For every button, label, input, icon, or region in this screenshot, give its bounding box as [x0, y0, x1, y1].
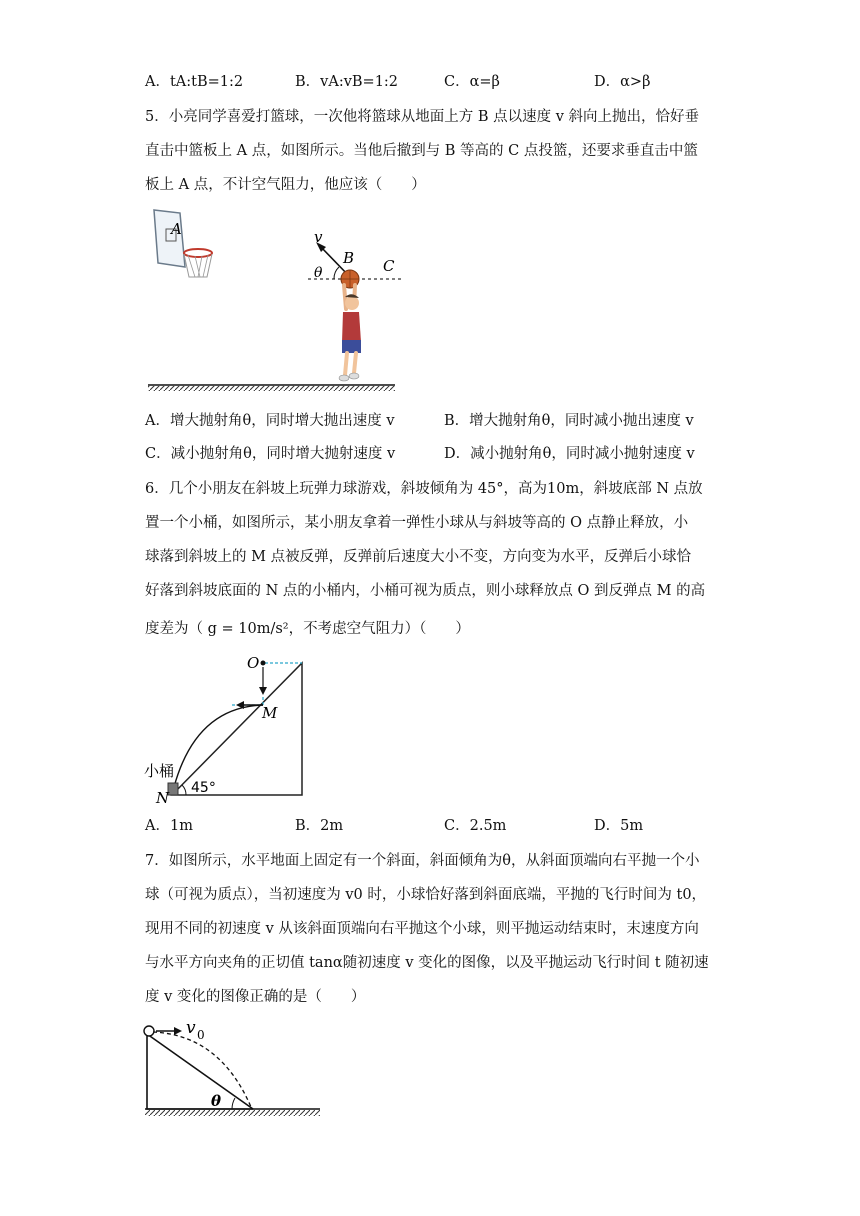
slope-triangle	[172, 663, 302, 795]
q6-slope-figure	[140, 655, 320, 805]
q4-option-c[interactable]: C．α=β	[444, 74, 500, 90]
q4-option-d[interactable]: D．α>β	[594, 74, 651, 90]
theta-arc	[232, 1098, 235, 1109]
q6-option-b[interactable]: B．2m	[295, 818, 344, 834]
angle-arc	[182, 785, 186, 795]
q6-stem-line: 球落到斜坡上的 M 点被反弹，反弹前后速度大小不变，方向变为水平，反弹后小球恰	[145, 549, 692, 565]
q7-incline-figure	[140, 1020, 330, 1125]
ground-hatch	[148, 386, 395, 391]
q5-option-a[interactable]: A．增大抛射角θ，同时增大抛出速度 v	[145, 413, 395, 429]
player-figure	[339, 285, 361, 381]
q5-option-d[interactable]: D．减小抛射角θ，同时减小抛射速度 v	[444, 446, 695, 462]
q7-stem-line: 度 v 变化的图像正确的是（ ）	[145, 989, 366, 1005]
q7-stem-line: 球（可视为质点），当初速度为 v0 时，小球恰好落到斜面底端，平抛的飞行时间为 t0，	[145, 887, 707, 903]
backboard	[154, 210, 185, 267]
label-bucket: 小桶	[144, 762, 175, 780]
trajectory-dashed	[153, 1032, 251, 1107]
q5-option-b[interactable]: B．增大抛射角θ，同时减小抛出速度 v	[444, 413, 694, 429]
label-m: M	[262, 704, 278, 722]
q4-option-a[interactable]: A．tA:tB=1:2	[145, 74, 244, 90]
q6-option-d[interactable]: D．5m	[594, 818, 644, 834]
trajectory-curve	[174, 705, 263, 787]
label-angle: 45°	[191, 780, 216, 796]
point-o	[261, 661, 266, 666]
label-theta: θ	[211, 1092, 222, 1110]
label-theta: θ	[314, 265, 323, 281]
ground-hatch	[145, 1110, 320, 1116]
label-b: B	[343, 249, 355, 267]
q6-stem-line: 6．几个小朋友在斜坡上玩弹力球游戏，斜坡倾角为 45°，高为10m，斜坡底部 N 点放	[145, 481, 703, 497]
q6-stem-line: 度差为（ g = 10m/s²，不考虑空气阻力）（ ）	[145, 621, 470, 637]
q6-option-c[interactable]: C．2.5m	[444, 818, 507, 834]
q5-stem-line: 板上 A 点，不计空气阻力，他应该（ ）	[145, 177, 426, 193]
q5-option-c[interactable]: C．减小抛射角θ，同时增大抛射速度 v	[145, 446, 396, 462]
q7-stem-line: 7．如图所示，水平地面上固定有一个斜面，斜面倾角为θ，从斜面顶端向右平抛一个小	[145, 853, 700, 869]
bucket	[168, 783, 178, 795]
q6-stem-line: 好落到斜坡底面的 N 点的小桶内，小桶可视为质点，则小球释放点 O 到反弹点 M 的高	[145, 583, 706, 599]
q6-option-a[interactable]: A．1m	[145, 818, 193, 834]
label-v0-sub: 0	[197, 1028, 205, 1042]
hoop	[184, 249, 212, 277]
label-a: A	[171, 220, 182, 238]
q7-stem-line: 现用不同的初速度 v 从该斜面顶端向右平抛这个小球，则平抛运动结束时，末速度方向	[145, 921, 699, 937]
q5-stem-line: 直击中篮板上 A 点，如图所示。当他后撤到与 B 等高的 C 点投篮，还要求垂直击中篮	[145, 143, 698, 159]
label-o: O	[247, 654, 260, 672]
q5-basketball-figure	[140, 205, 410, 400]
ball	[144, 1026, 154, 1036]
q7-stem-line: 与水平方向夹角的正切值 tanα随初速度 v 变化的图像，以及平抛运动飞行时间 t 随初速	[145, 955, 709, 971]
label-c: C	[383, 257, 395, 275]
label-v: v	[314, 228, 323, 246]
label-n: N	[156, 789, 170, 807]
q5-stem-line: 5．小亮同学喜爱打篮球，一次他将篮球从地面上方 B 点以速度 v 斜向上抛出，恰好垂	[145, 109, 700, 125]
theta-arc	[334, 267, 339, 279]
label-v0: v	[186, 1018, 196, 1038]
q6-stem-line: 置一个小桶，如图所示，某小朋友拿着一弹性小球从与斜坡等高的 O 点静止释放，小	[145, 515, 689, 531]
q4-option-b[interactable]: B．vA:vB=1:2	[295, 74, 399, 90]
